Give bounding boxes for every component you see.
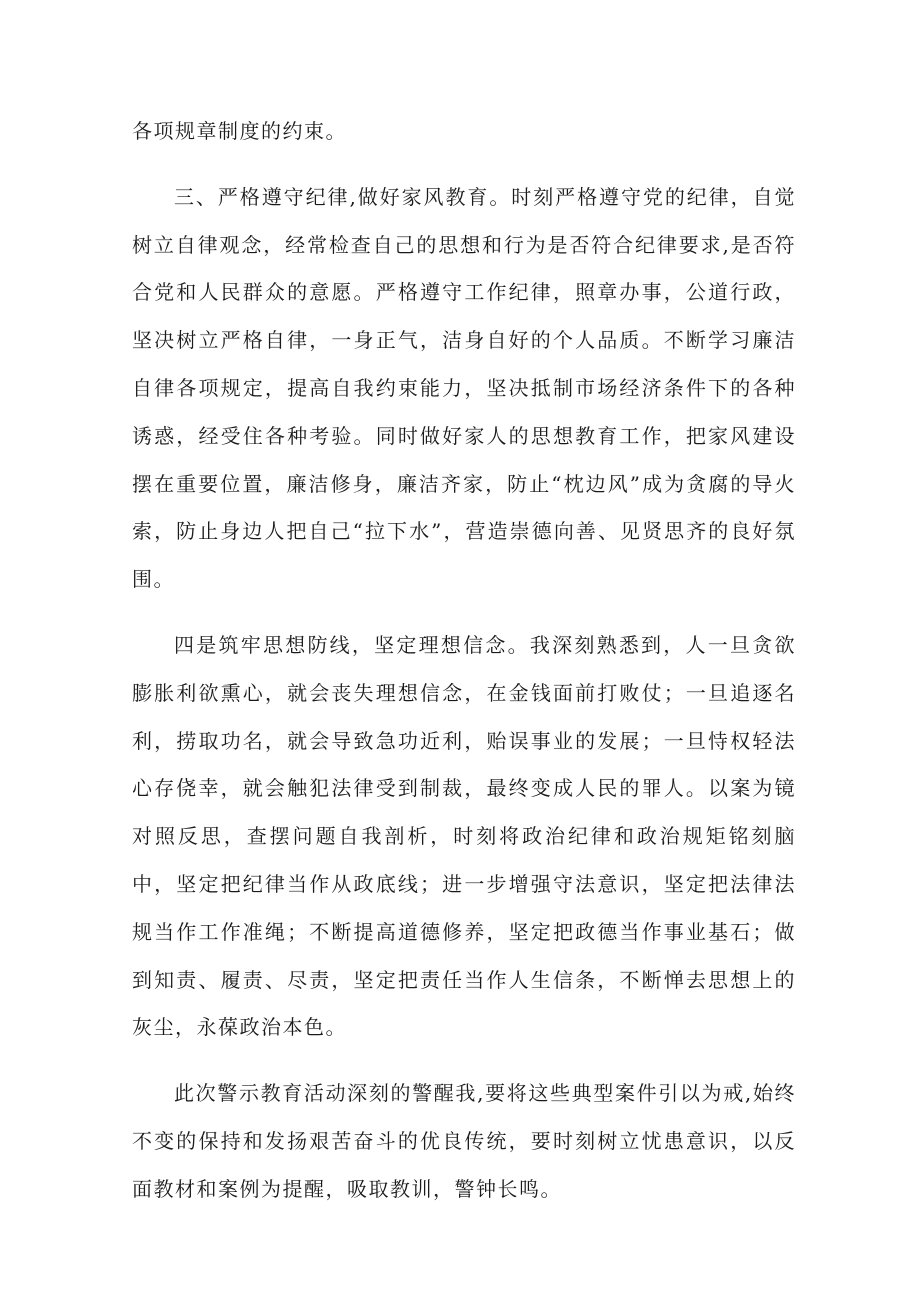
paragraph-conclusion: 此次警示教育活动深刻的警醒我,要将这些典型案件引以为戒,始终不变的保持和发扬艰苦奋斗的优良传统，要时刻树立忧患意识，以反面教材和案例为提醒，吸取教训，警钟长鸣。 (132, 1081, 796, 1201)
paragraph-section-four: 四是筑牢思想防线，坚定理想信念。我深刻熟悉到，人一旦贪欲膨胀利欲熏心，就会丧失理想信念，在金钱面前打败仗；一旦追逐名利，捞取功名，就会导致急功近利，贻误事业的发展；一旦恃权轻法心存侥幸，就会触犯法律受到制裁，最终变成人民的罪人。以案为镜对照反思，查摆问题自我剖析，时刻将政治纪律和政治规矩铭刻脑中，坚定把纪律当作从政底线；进一步增强守法意识，坚定把法律法规当作工作准绳；不断提高道德修养，坚定把政德当作事业基石；做到知责、履责、尽责，坚定把责任当作人生信条，不断惮去思想上的灰尘，永葆政治本色。 (132, 632, 796, 1040)
paragraph-gap (132, 156, 796, 174)
paragraph-gap (132, 604, 796, 622)
paragraph-gap (132, 1052, 796, 1070)
paragraph-section-three: 三、严格遵守纪律,做好家风教育。时刻严格遵守党的纪律，自觉树立自律观念，经常检查自己的思想和行为是否符合纪律要求,是否符合党和人民群众的意愿。严格遵守工作纪律，照章办事，公道行政，坚决树立严格自律，一身正气，洁身自好的个人品质。不断学习廉洁自律各项规定，提高自我约束能力，坚决抵制市场经济条件下的各种诱惑，经受住各种考验。同时做好家人的思想教育工作，把家风建设摆在重要位置，廉洁修身，廉洁齐家，防止“枕边风”成为贪腐的导火索，防止身边人把自己“拉下水”，营造崇德向善、见贤思齐的良好氛围。 (132, 184, 796, 592)
paragraph-continuation: 各项规章制度的约束。 (132, 119, 347, 143)
